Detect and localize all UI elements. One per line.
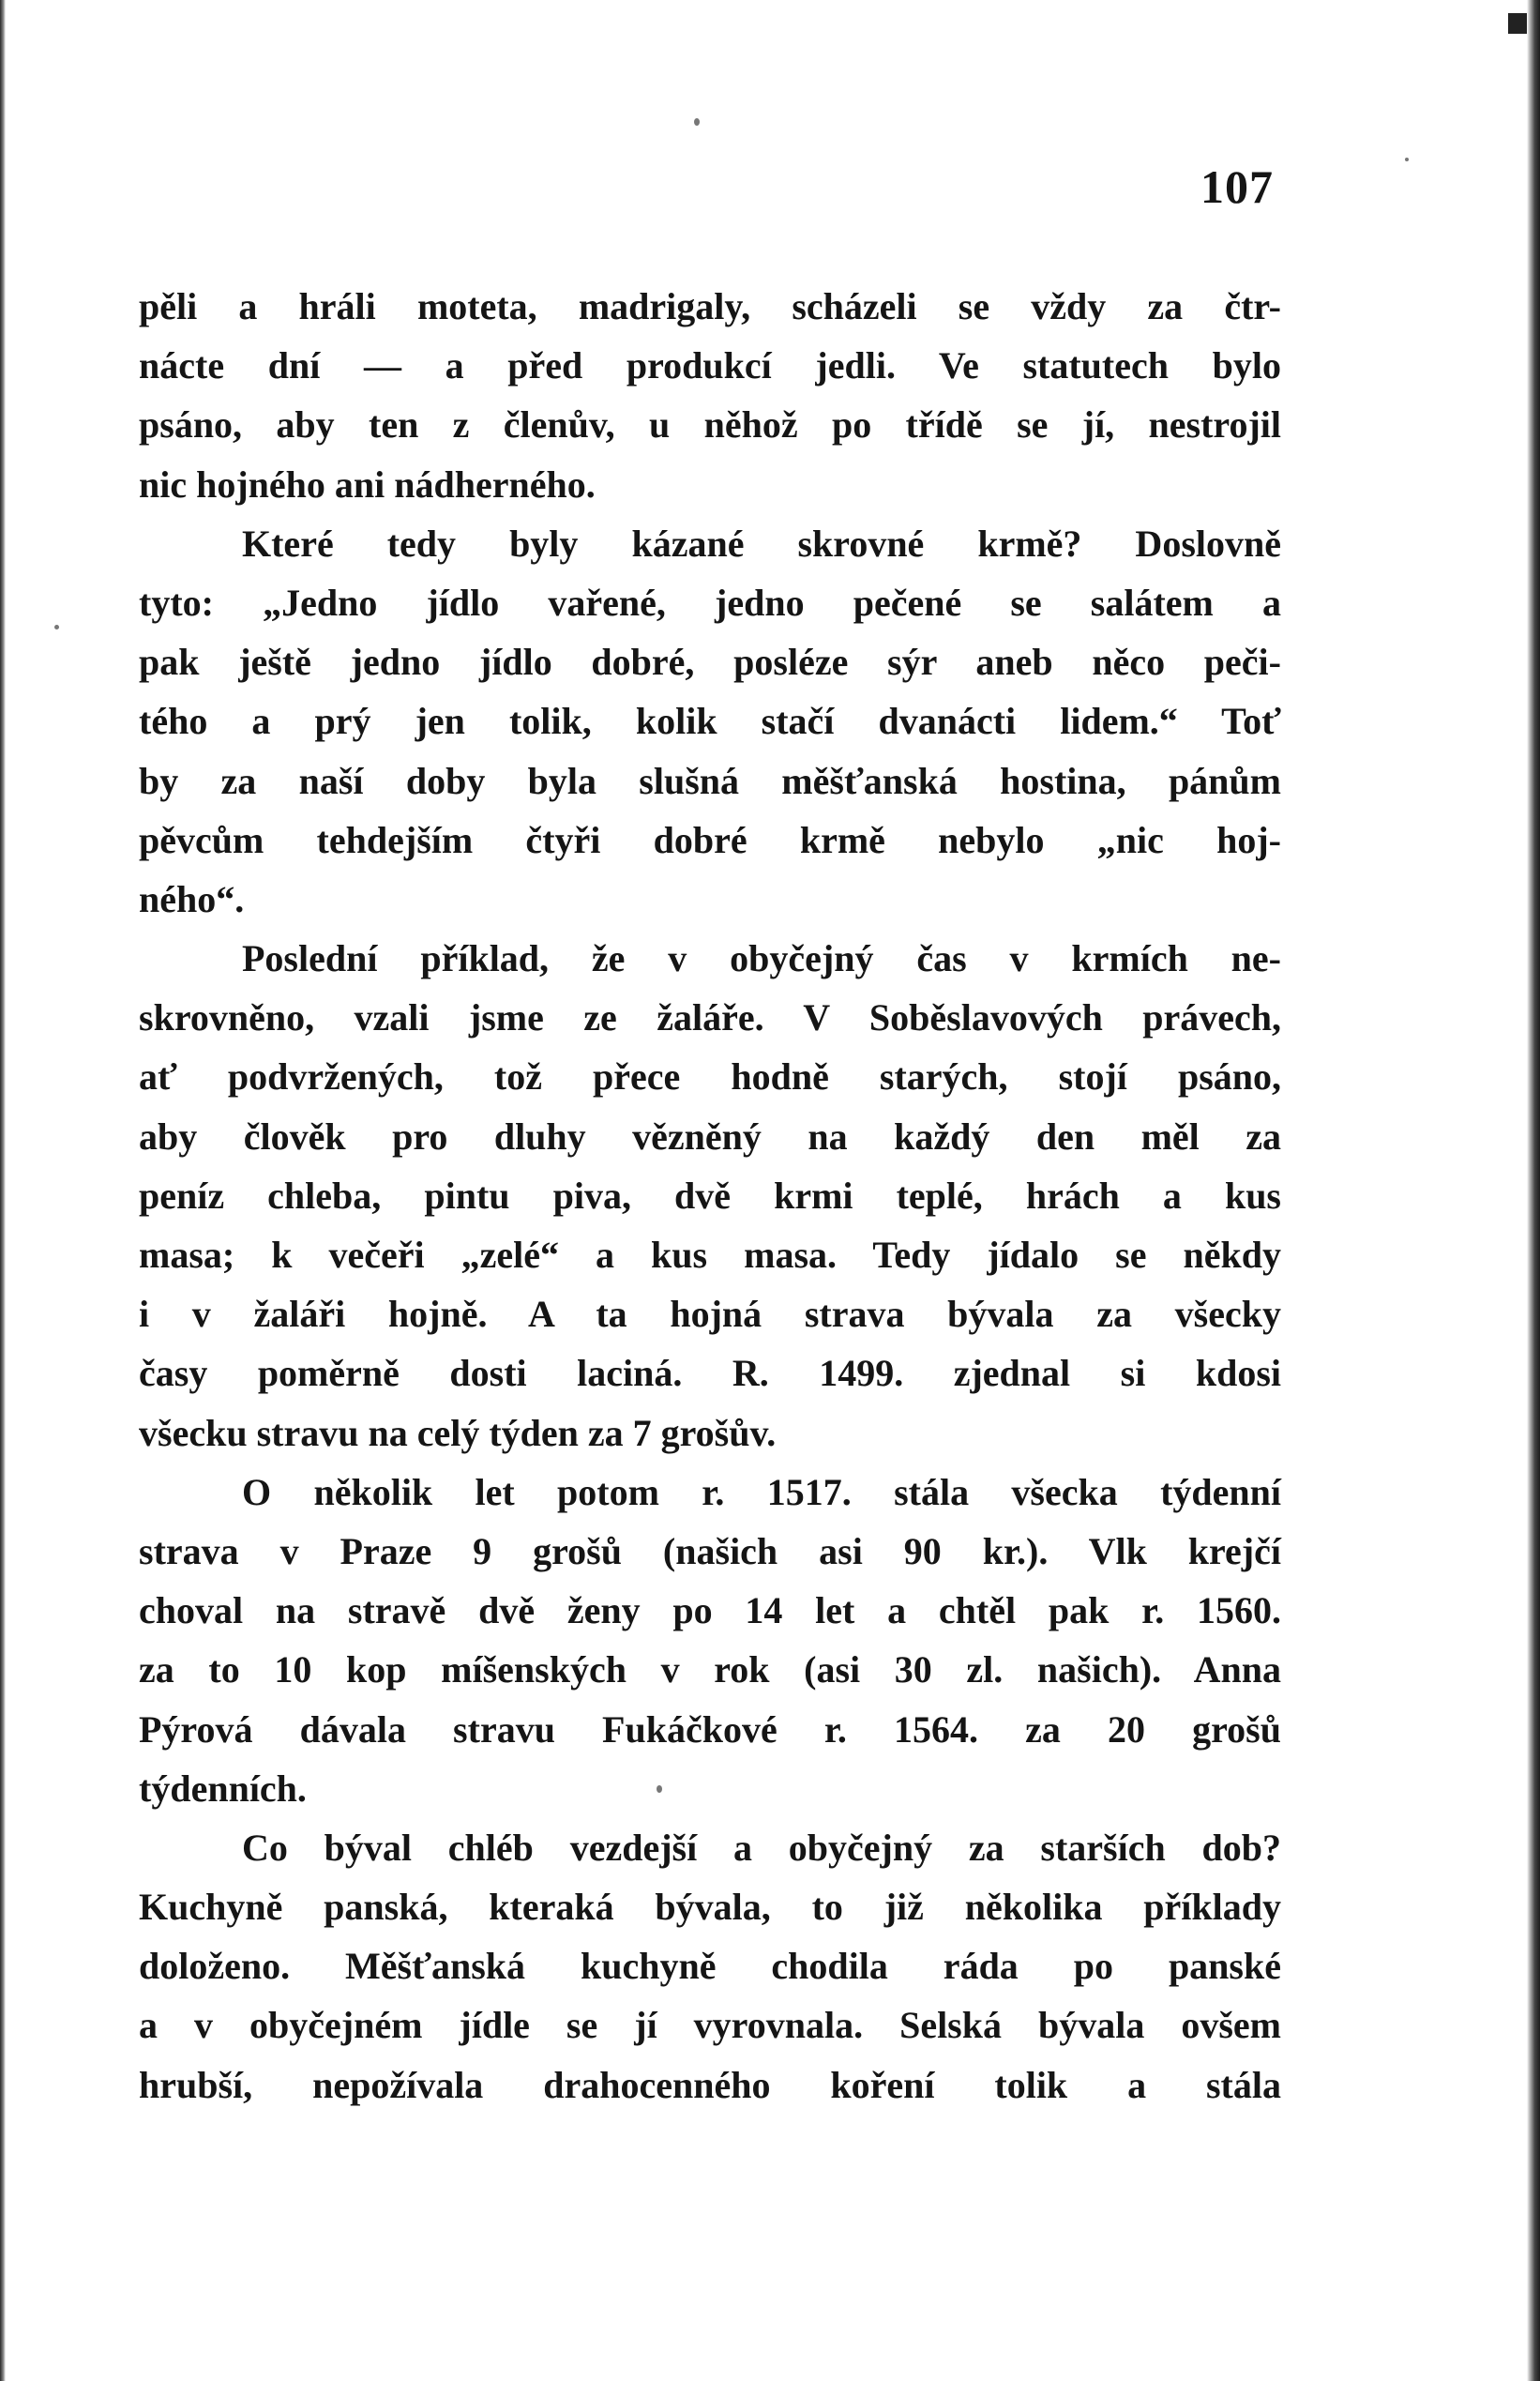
text-line: Které tedy byly kázané skrovné krmě? Doslovně (242, 522, 1281, 565)
text-line: Kuchyně panská, kteraká bývala, to již několika příklady (139, 1886, 1281, 1929)
text-line: za to 10 kop míšenských v rok (asi 30 zl. našich). Anna (139, 1648, 1281, 1691)
text-line: časy poměrně dosti laciná. R. 1499. zjednal si kdosi (139, 1352, 1281, 1395)
scan-speck (1405, 158, 1409, 161)
scan-speck (54, 625, 59, 629)
text-line: pěli a hráli moteta, madrigaly, scházeli se vždy za čtr- (139, 285, 1281, 327)
text-line: strava v Praze 9 grošů (našich asi 90 kr.). Vlk krejčí (139, 1529, 1281, 1572)
text-line: nácte dní — a před produkcí jedli. Ve statutech bylo (139, 344, 1281, 387)
text-line: doloženo. Měšťanská kuchyně chodila ráda po panské (139, 1945, 1281, 1988)
text-line: Poslední příklad, že v obyčejný čas v krmích ne- (242, 937, 1281, 980)
text-line: peníz chleba, pintu piva, dvě krmi teplé, hrách a kus (139, 1174, 1281, 1217)
page-number: 107 (1200, 160, 1274, 213)
text-line: pak ještě jedno jídlo dobré, posléze sýr aneb něco peči- (139, 641, 1281, 684)
text-line: aby člověk pro dluhy vězněný na každý den měl za (139, 1115, 1281, 1158)
text-line: nic hojného ani nádherného. (139, 463, 596, 506)
text-line: by za naší doby byla slušná měšťanská hostina, pánům (139, 759, 1281, 802)
text-line: psáno, aby ten z členův, u něhož po třídě se jí, nestrojil (139, 403, 1281, 447)
text-line: skrovněno, vzali jsme ze žaláře. V Soběslavových právech, (139, 996, 1281, 1039)
text-line: i v žaláři hojně. A ta hojná strava bývala za všecky (139, 1293, 1281, 1336)
page-left-edge (0, 0, 6, 2381)
text-line: týdenních. (139, 1767, 307, 1810)
text-line: tyto: „Jedno jídlo vařené, jedno pečené se salátem a (139, 581, 1281, 624)
text-line: hrubší, nepožívala drahocenného koření tolik a stála (139, 2063, 1281, 2106)
text-line: a v obyčejném jídle se jí vyrovnala. Selská bývala ovšem (139, 2004, 1281, 2047)
scan-corner-mark (1508, 13, 1527, 34)
text-line: O několik let potom r. 1517. stála všecka týdenní (242, 1470, 1281, 1513)
body-text (139, 277, 1281, 2115)
text-line: ať podvržených, tož přece hodně starých, stojí psáno, (139, 1055, 1281, 1099)
text-line: Co býval chléb vezdejší a obyčejný za starších dob? (242, 1826, 1281, 1869)
text-line: všecku stravu na celý týden za 7 grošův. (139, 1411, 777, 1454)
text-line: choval na stravě dvě ženy po 14 let a chtěl pak r. 1560. (139, 1589, 1281, 1632)
text-line: tého a prý jen tolik, kolik stačí dvanácti lidem.“ Toť (139, 700, 1281, 743)
text-line: ného“. (139, 877, 245, 920)
text-line: masa; k večeři „zelé“ a kus masa. Tedy jídalo se někdy (139, 1234, 1281, 1276)
text-line: Pýrová dávala stravu Fukáčkové r. 1564. za 20 grošů (139, 1707, 1281, 1751)
page-right-edge (1527, 0, 1540, 2381)
text-line: pěvcům tehdejším čtyři dobré krmě nebylo „nic hoj- (139, 818, 1281, 861)
scan-speck (694, 118, 700, 126)
